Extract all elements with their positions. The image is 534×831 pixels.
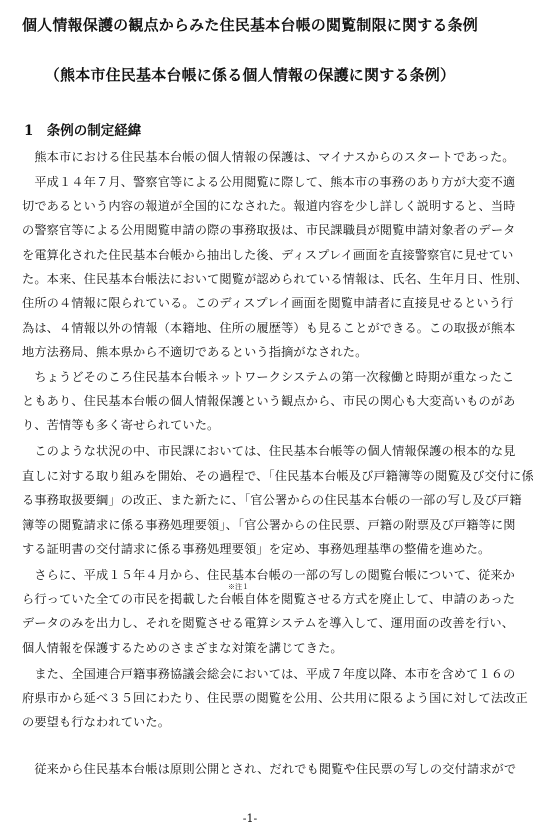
- body-line: の警察官等による公用閲覧申請の際の事務取扱は、市民課職員が閲覧申請対象者のデータ: [22, 223, 516, 237]
- body-line: り、苦情等も多く寄せられていた。: [22, 418, 220, 432]
- body-line: ともあり、住民基本台帳の個人情報保護という観点から、市民の関心も大変高いものがあ: [22, 394, 516, 408]
- body-line: また、全国連合戸籍事務協議会総会においては、平成７年度以降、本市を含めて１６の: [22, 667, 516, 681]
- footnote-mark: ※注１: [228, 583, 249, 591]
- body-line: 切であるという内容の報道が全国的になされた。報道内容を少し詳しく説明すると、当時: [22, 199, 516, 213]
- body-line: ちょうどそのころ住民基本台帳ネットワークシステムの第一次稼働と時期が重なったこ: [22, 370, 515, 384]
- section-heading: [24, 119, 141, 139]
- body-line: 府県市から延べ３５回にわたり、住民票の閲覧を公用、公共用に限るよう国に対して法改正: [22, 691, 528, 705]
- body-line: た。本来、住民基本台帳法において閲覧が認められている情報は、氏名、生年月日、性別、: [22, 272, 528, 286]
- body-line: 為は、４情報以外の情報（本籍地、住所の履歴等）も見ることができる。この取扱が熊本: [22, 321, 516, 335]
- body-line: 地方法務局、熊本県から不適切であるという指摘がなされた。: [22, 345, 368, 359]
- body-line: 個人情報を保護するためのさまざまな対策を講じてきた。: [22, 641, 343, 655]
- body-line: する証明書の交付請求に係る事務処理要領」を定め、事務処理基準の整備を進めた。: [22, 542, 491, 556]
- body-line: さらに、平成１５年４月から、住民基本台帳の一部の写しの閲覧台帳について、従来か: [22, 568, 516, 582]
- body-line: 熊本市における住民基本台帳の個人情報の保護は、マイナスからのスタートであった。: [22, 150, 515, 164]
- body-line: る事務取扱要綱」の改正、また新たに、「官公署からの住民基本台帳の一部の写し及び戸籍: [22, 493, 522, 507]
- body-line: 住所の４情報に限られている。このディスプレイ画面を閲覧申請者に直接見せるという行: [22, 296, 514, 310]
- body-line: 直しに対する取り組みを開始、その過程で、「住民基本台帳及び戸籍簿等の閲覧及び交付に係: [22, 469, 534, 483]
- body-line: ら行っていた全ての市民を掲載した台帳自体を閲覧させる方式を廃止して、申請のあった: [22, 592, 516, 606]
- page-number: -1-: [242, 812, 258, 825]
- body-line: このような状況の中、市民課においては、住民基本台帳等の個人情報保護の根本的な見: [22, 444, 516, 458]
- body-line: 従来から住民基本台帳は原則公開とされ、だれでも閲覧や住民票の写しの交付請求がで: [22, 762, 517, 776]
- body-line: 簿等の閲覧請求に係る事務処理要領」、「官公署からの住民票、戸籍の附票及び戸籍等に関: [22, 518, 516, 532]
- body-line: の要望も行なわれていた。: [22, 715, 171, 729]
- body-line: データのみを出力し、それを閲覧させる電算システムを導入して、運用面の改善を行い、: [22, 616, 515, 630]
- section-number: 1: [24, 123, 34, 139]
- document-subtitle: （熊本市住民基本台帳に係る個人情報の保護に関する条例）: [44, 66, 456, 84]
- body-line: 平成１４年７月、警察官等による公用閲覧に際して、熊本市の事務のあり方が大変不適: [22, 175, 516, 189]
- section-heading-text: 条例の制定経緯: [46, 123, 142, 139]
- body-line: を電算化された住民基本台帳から抽出した後、ディスプレイ画面を直接警察官に見せてい: [22, 248, 514, 262]
- document-title: 個人情報保護の観点からみた住民基本台帳の閲覧制限に関する条例: [21, 16, 478, 34]
